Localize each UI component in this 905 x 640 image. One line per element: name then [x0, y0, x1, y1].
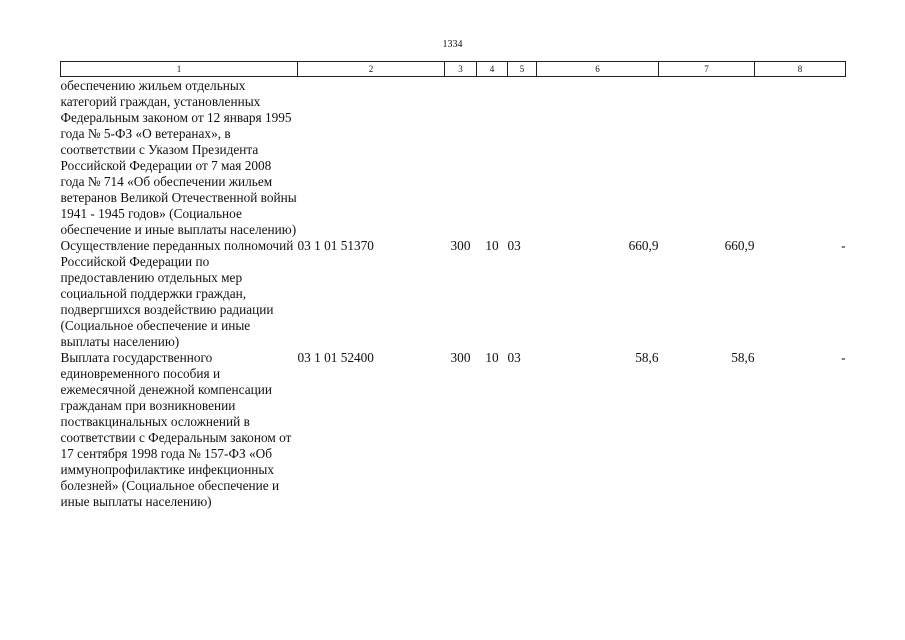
row-name: Выплата государственного единовременного пособия и ежемесячной денежной компенсации гражданам при возникновении поствакцинальных осложнений в соответствии с Федеральным законом от 17 сентября 1998 года № 157-ФЗ «Об иммунопрофилактике инфекционных болезней» (Социальное обеспечение и иные выплаты населению): [60, 350, 292, 509]
row-value-col6: [537, 77, 659, 239]
column-number-7: 7: [659, 62, 755, 77]
row-subsection: [508, 77, 537, 239]
table-row: [61, 238, 846, 350]
row-name: обеспечению жильем отдельных категорий граждан, установленных Федеральным законом от 12 января 1995 года № 5-ФЗ «О ветеранах», в соответствии с Указом Президента Российской Федерации от 7 мая 2008 года № 714 «Об обеспечении жильем ветеранов Великой Отечественной войны 1941 - 1945 годов» (Социальное обеспечение и иные выплаты населению): [60, 78, 297, 237]
row-expense-type: [445, 77, 477, 239]
row-subsection: 03: [507, 350, 521, 365]
table-row: [61, 77, 846, 239]
table-row: [61, 350, 846, 510]
page-number: 1334: [442, 39, 463, 50]
row-subsection: 03: [507, 238, 521, 253]
row-target-code: 03 1 01 51370: [297, 238, 374, 253]
column-number-4: 4: [477, 62, 508, 77]
row-expense-type: 300: [450, 350, 471, 365]
row-value-col6: 660,9: [628, 238, 659, 253]
column-number-1: 1: [61, 62, 298, 77]
budget-table: [60, 61, 846, 510]
row-section: 10: [485, 350, 499, 365]
row-name: Осуществление переданных полномочий Российской Федерации по предоставлению отдельных мер социальной поддержки граждан, подвергшихся воздействию радиации (Социальное обеспечение и иные выплаты населению): [60, 238, 294, 349]
column-number-row: [61, 62, 846, 77]
column-number-8: 8: [755, 62, 846, 77]
column-number-3: 3: [445, 62, 477, 77]
column-number-2: 2: [298, 62, 445, 77]
row-section: [477, 77, 508, 239]
row-section: 10: [485, 238, 499, 253]
row-value-col8: -: [841, 350, 846, 365]
row-expense-type: 300: [450, 238, 471, 253]
column-number-6: 6: [537, 62, 659, 77]
row-value-col7: 58,6: [731, 350, 755, 365]
row-value-col8: [755, 77, 846, 239]
row-value-col6: 58,6: [635, 350, 659, 365]
row-value-col7: 660,9: [724, 238, 755, 253]
row-target-code: [298, 77, 445, 239]
row-value-col7: [659, 77, 755, 239]
row-value-col8: -: [841, 238, 846, 253]
column-number-5: 5: [508, 62, 537, 77]
row-target-code: 03 1 01 52400: [297, 350, 374, 365]
